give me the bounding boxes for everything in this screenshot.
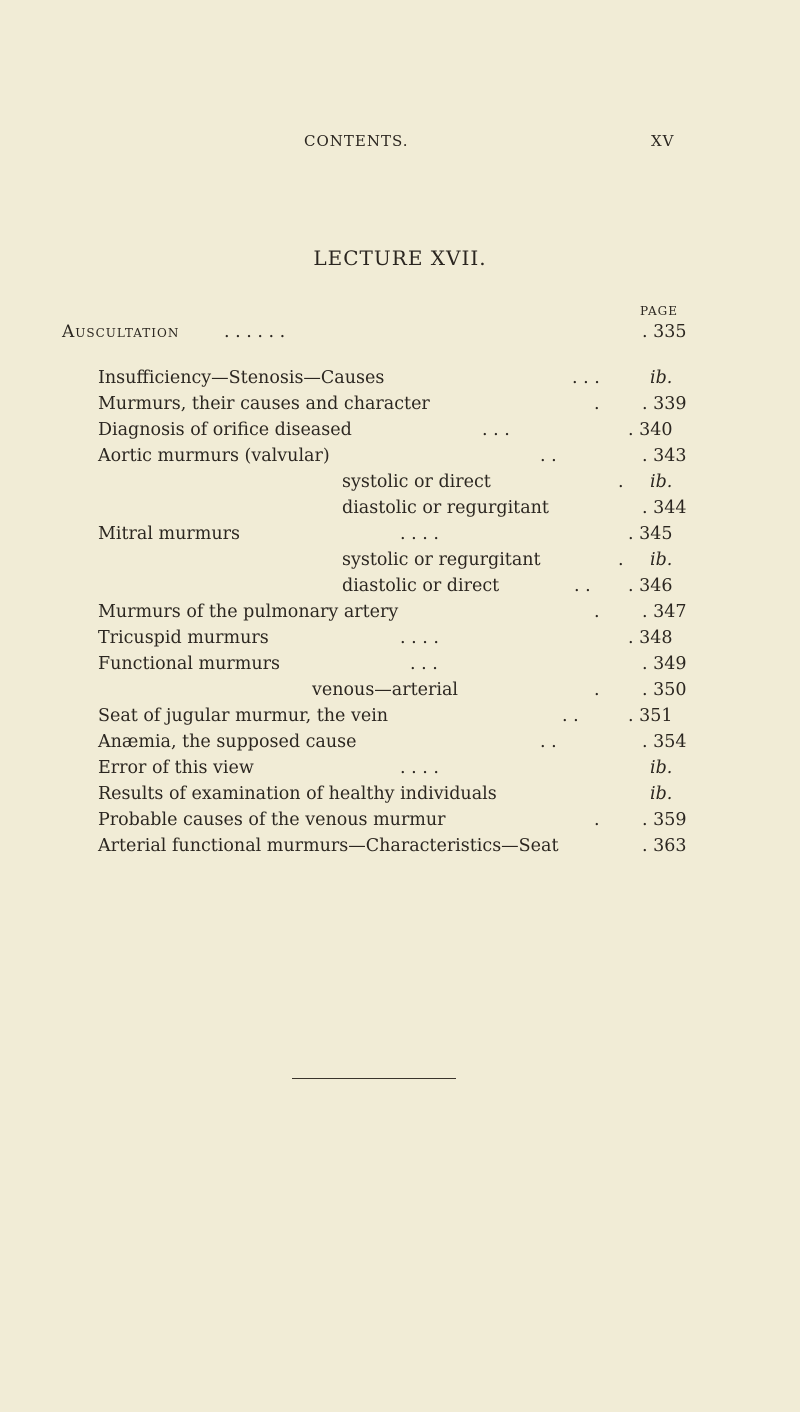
toc-entry — [0, 420, 800, 446]
toc-leader-dots: . . . . . . — [224, 322, 286, 342]
toc-leader-dots: . . — [540, 732, 557, 752]
toc-entry-label: diastolic or direct — [342, 576, 500, 596]
toc-entry — [0, 758, 800, 784]
toc-entry-label: Mitral murmurs — [98, 524, 240, 544]
toc-leader-dots: . . . — [572, 368, 600, 388]
toc-entry-label: Aortic murmurs (valvular) — [98, 446, 330, 466]
toc-entry-label: systolic or direct — [342, 472, 491, 492]
toc-page-number: ib. — [650, 758, 673, 778]
toc-entry — [0, 628, 800, 654]
toc-leader-dots: . — [618, 550, 624, 570]
toc-entry — [0, 732, 800, 758]
toc-page-number: ib. — [650, 550, 673, 570]
toc-entry-label: Error of this view — [98, 758, 254, 778]
toc-leader-dots: . . — [540, 446, 557, 466]
toc-leader-dots: . — [594, 680, 600, 700]
toc-entry — [0, 394, 800, 420]
toc-page-number: . 345 — [628, 524, 673, 544]
toc-entry — [0, 602, 800, 628]
toc-entry — [0, 446, 800, 472]
toc-entry — [0, 576, 800, 602]
toc-page-number: ib. — [650, 472, 673, 492]
toc-page-number: . 351 — [628, 706, 673, 726]
running-head — [0, 132, 800, 156]
toc-entry — [0, 550, 800, 576]
running-head-page-number: XV — [651, 132, 675, 150]
toc-leader-dots: . — [594, 394, 600, 414]
toc-section-label: Auscultation — [62, 322, 180, 342]
toc-entry — [0, 368, 800, 394]
toc-entry-label: diastolic or regurgitant — [342, 498, 549, 518]
toc-page-number: . 349 — [642, 654, 687, 674]
closing-rule — [292, 1078, 456, 1079]
toc-entry — [0, 498, 800, 524]
toc-leader-dots: . — [594, 602, 600, 622]
toc-page-number: . 363 — [642, 836, 687, 856]
toc-entry — [0, 706, 800, 732]
toc-entry-label: Arterial functional murmurs—Characteristics—Seat — [98, 836, 559, 856]
toc-entry-label: Tricuspid murmurs — [98, 628, 269, 648]
toc-entry-label: Murmurs of the pulmonary artery — [98, 602, 399, 622]
toc-entry — [0, 472, 800, 498]
page-column-label: PAGE — [640, 304, 678, 318]
toc-entry-label: Seat of jugular murmur, the vein — [98, 706, 389, 726]
toc-page-number: . 339 — [642, 394, 687, 414]
toc-entry-label: Anæmia, the supposed cause — [98, 732, 357, 752]
toc-page-number: . 343 — [642, 446, 687, 466]
lecture-title: LECTURE XVII. — [313, 246, 487, 270]
toc-entry-label: Probable causes of the venous murmur — [98, 810, 446, 830]
toc-page-number: . 347 — [642, 602, 687, 622]
toc-entry-label: Murmurs, their causes and character — [98, 394, 430, 414]
toc-entry — [0, 784, 800, 810]
running-head-title: CONTENTS. — [304, 132, 409, 150]
toc-leader-dots: . . — [562, 706, 579, 726]
toc-entry — [0, 654, 800, 680]
toc-leader-dots: . . — [574, 576, 591, 596]
toc-page-number: . 350 — [642, 680, 687, 700]
toc-leader-dots: . . . — [482, 420, 510, 440]
toc-leader-dots: . — [594, 810, 600, 830]
toc-entry — [0, 836, 800, 862]
toc-section-row — [0, 322, 800, 348]
toc-entry-label: Insufficiency—Stenosis—Causes — [98, 368, 385, 388]
toc-page-number: . 340 — [628, 420, 673, 440]
toc-leader-dots: . . . . — [400, 524, 439, 544]
toc-page-number: . 359 — [642, 810, 687, 830]
toc-page-number: . 348 — [628, 628, 673, 648]
toc-leader-dots: . — [618, 472, 624, 492]
toc-leader-dots: . . . — [410, 654, 438, 674]
toc-page-number: . 346 — [628, 576, 673, 596]
toc-page-number: . 344 — [642, 498, 687, 518]
toc-entry — [0, 524, 800, 550]
toc-leader-dots: . . . . — [400, 758, 439, 778]
toc-entry-label: venous—arterial — [312, 680, 458, 700]
toc-page-number: ib. — [650, 784, 673, 804]
toc-entry — [0, 680, 800, 706]
toc-leader-dots: . . . . — [400, 628, 439, 648]
toc-page-number: . 354 — [642, 732, 687, 752]
toc-entry — [0, 810, 800, 836]
toc-page-number: . 335 — [642, 322, 687, 342]
toc-entry-label: Functional murmurs — [98, 654, 280, 674]
toc-entry-label: Diagnosis of orifice diseased — [98, 420, 352, 440]
toc-page-number: ib. — [650, 368, 673, 388]
toc-entry-label: systolic or regurgitant — [342, 550, 541, 570]
toc-entry-label: Results of examination of healthy individuals — [98, 784, 497, 804]
